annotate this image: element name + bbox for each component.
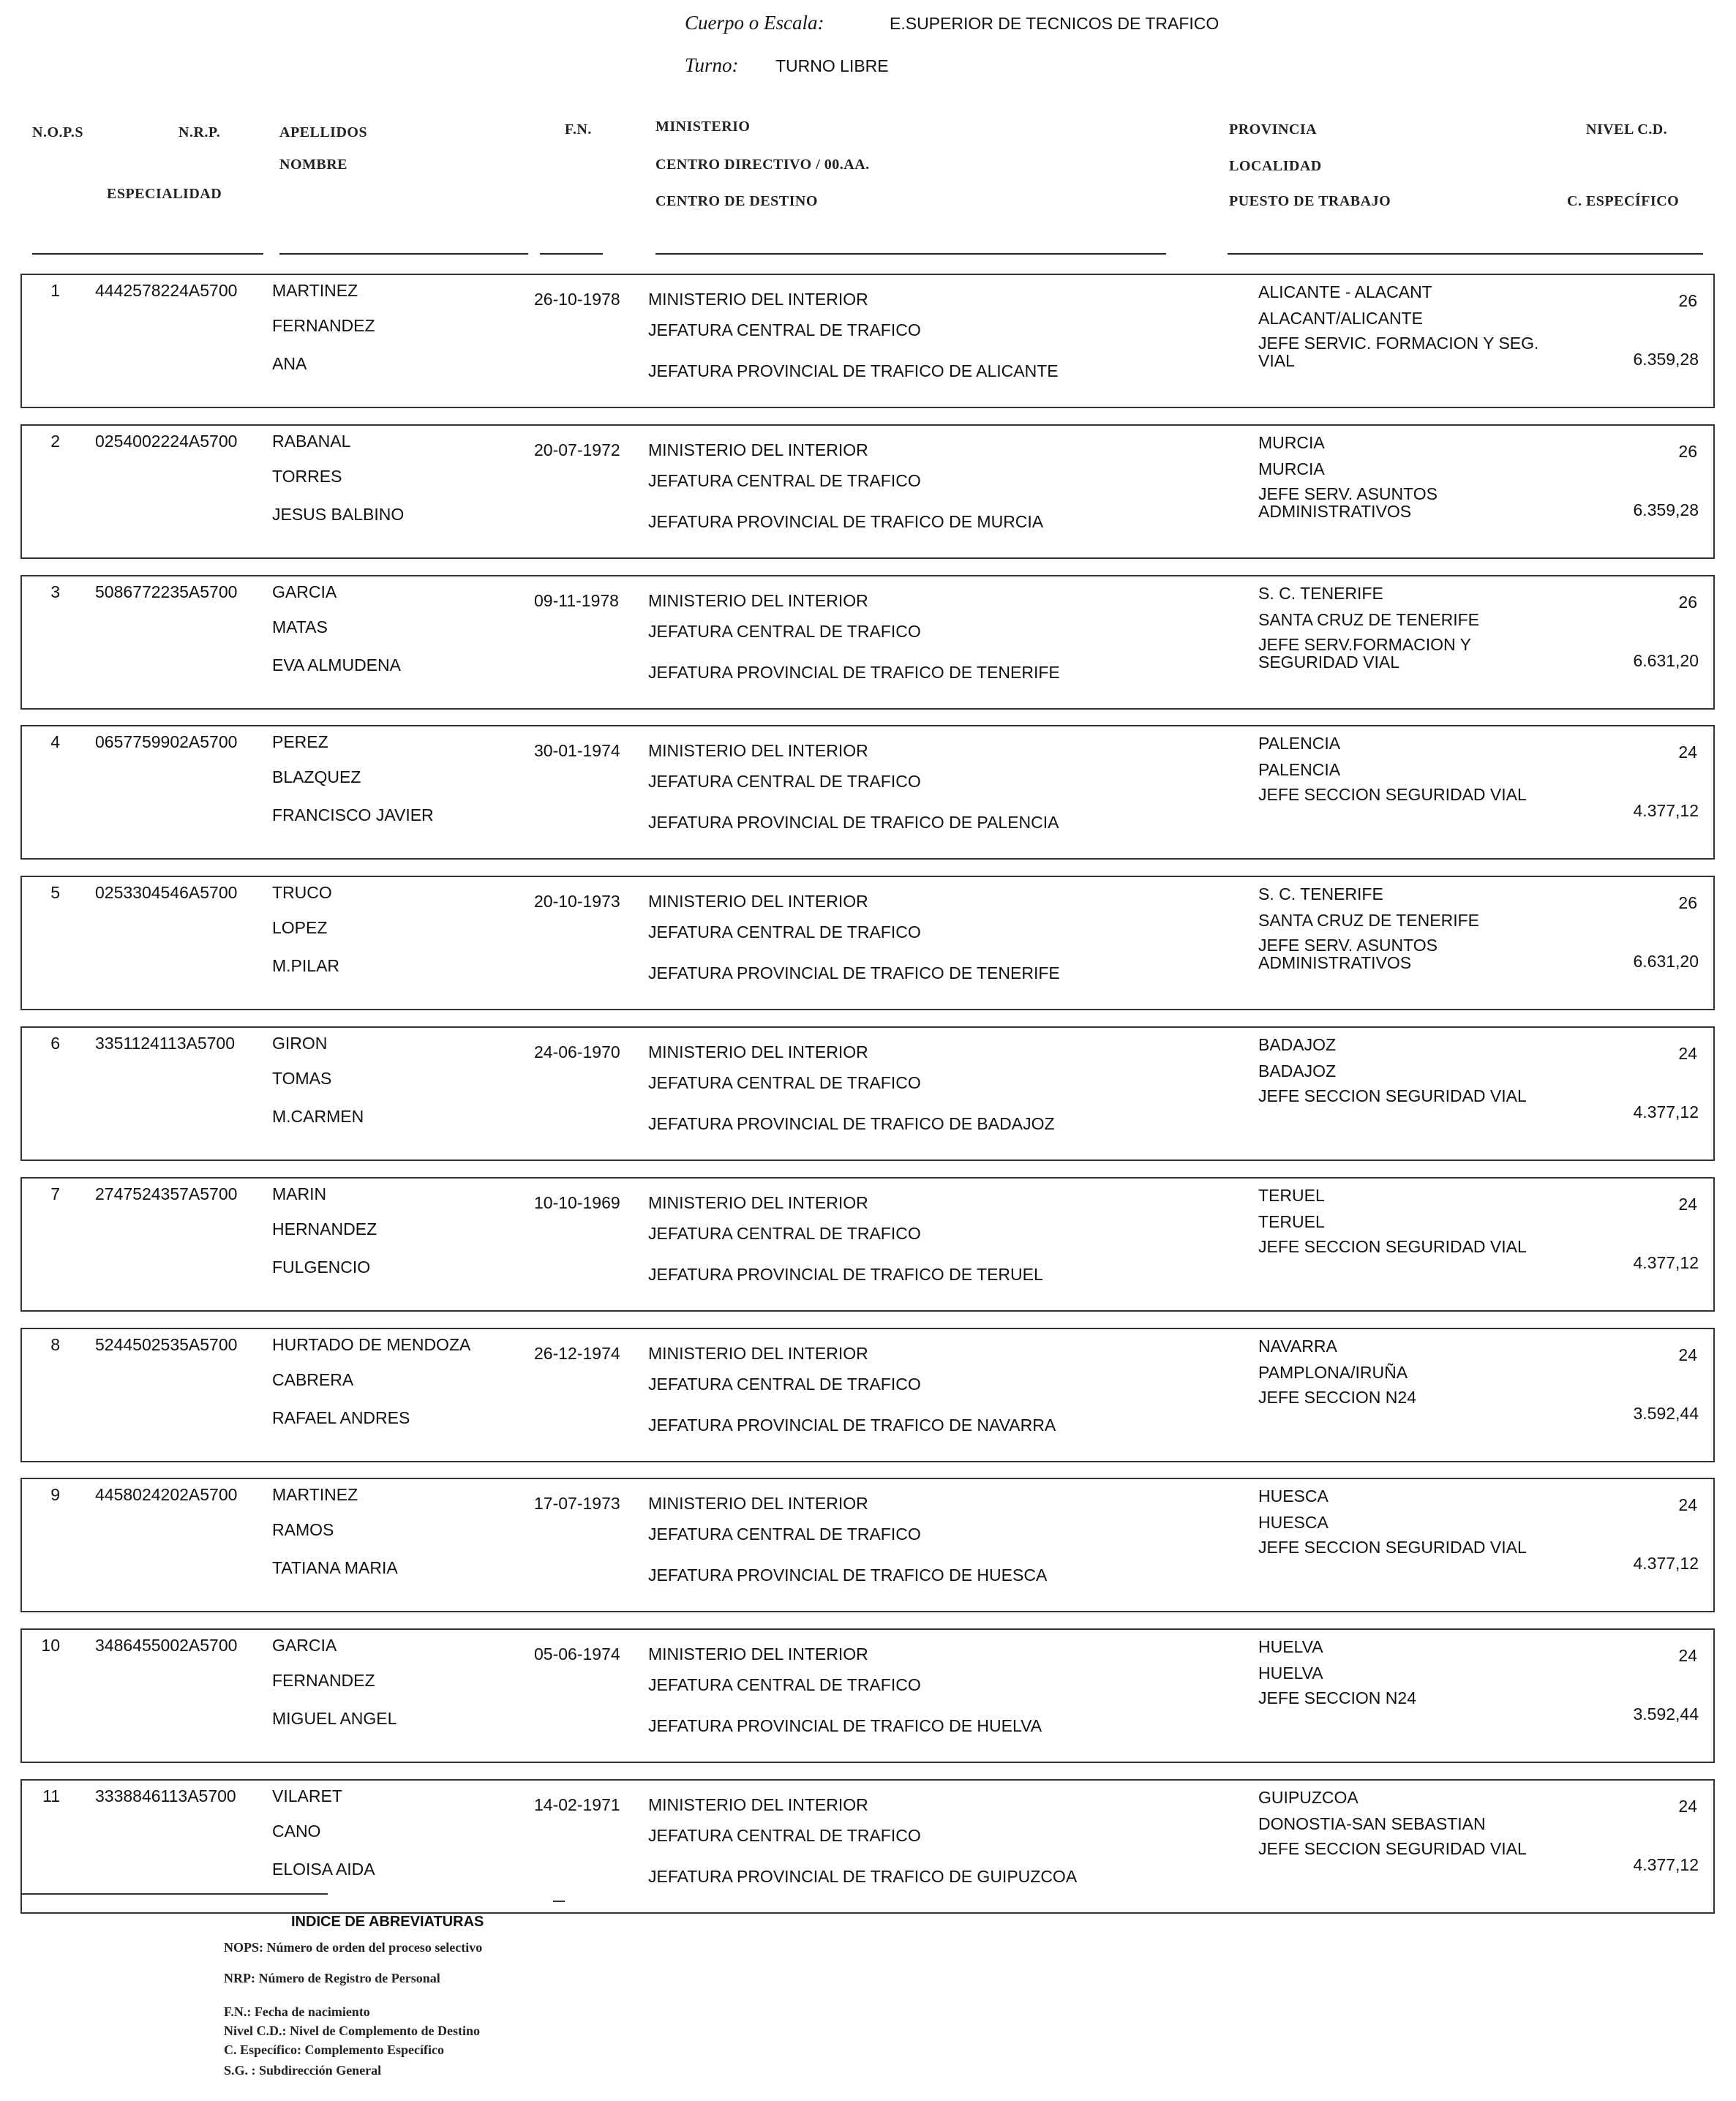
turno-value: TURNO LIBRE bbox=[775, 56, 889, 75]
record-name: ELOISA AIDA bbox=[272, 1860, 375, 1879]
record-especifico: 6.359,28 bbox=[1633, 350, 1699, 369]
record-nrp: 4458024202A5700 bbox=[95, 1485, 238, 1504]
col-fn: F.N. bbox=[565, 121, 592, 138]
record-surname1: MARIN bbox=[272, 1184, 327, 1203]
record-surname2: CABRERA bbox=[272, 1370, 354, 1389]
record-surname2: CANO bbox=[272, 1822, 321, 1841]
col-apellidos: APELLIDOS bbox=[279, 124, 368, 140]
record-especifico: 4.377,12 bbox=[1633, 1253, 1699, 1272]
record-puesto: JEFE SECCION SEGURIDAD VIAL bbox=[1258, 1237, 1527, 1256]
record-ministerio: MINISTERIO DEL INTERIOR bbox=[648, 591, 868, 610]
record-number: 2 bbox=[50, 432, 60, 451]
record-especifico: 6.631,20 bbox=[1633, 952, 1699, 971]
record-ministerio: MINISTERIO DEL INTERIOR bbox=[648, 1795, 868, 1814]
record-centro-destino: JEFATURA PROVINCIAL DE TRAFICO DE BADAJOZ bbox=[648, 1114, 1055, 1133]
record-surname2: FERNANDEZ bbox=[272, 1671, 375, 1690]
record-centro-destino: JEFATURA PROVINCIAL DE TRAFICO DE NAVARRA bbox=[648, 1416, 1056, 1435]
record-puesto: JEFE SECCION SEGURIDAD VIAL bbox=[1258, 1086, 1527, 1105]
record-nivel: 24 bbox=[1678, 1797, 1697, 1816]
record-centro-directivo: JEFATURA CENTRAL DE TRAFICO bbox=[648, 922, 921, 941]
record-surname1: HURTADO DE MENDOZA bbox=[272, 1335, 471, 1354]
header-rule bbox=[1228, 253, 1703, 255]
col-ministerio: MINISTERIO bbox=[655, 119, 751, 135]
record-ministerio: MINISTERIO DEL INTERIOR bbox=[648, 1042, 868, 1061]
record-row bbox=[20, 1328, 1715, 1462]
record-centro-directivo: JEFATURA CENTRAL DE TRAFICO bbox=[648, 1675, 921, 1694]
record-surname1: GARCIA bbox=[272, 1636, 337, 1655]
record-ministerio: MINISTERIO DEL INTERIOR bbox=[648, 1193, 868, 1212]
record-nrp: 3486455002A5700 bbox=[95, 1636, 238, 1655]
record-localidad: SANTA CRUZ DE TENERIFE bbox=[1258, 610, 1480, 629]
record-number: 1 bbox=[50, 281, 60, 300]
record-centro-directivo: JEFATURA CENTRAL DE TRAFICO bbox=[648, 1826, 921, 1845]
record-fn: 10-10-1969 bbox=[534, 1193, 620, 1212]
header-rule bbox=[32, 253, 263, 255]
record-localidad: ALACANT/ALICANTE bbox=[1258, 309, 1423, 328]
record-name: FRANCISCO JAVIER bbox=[272, 805, 434, 824]
col-centro-destino: CENTRO DE DESTINO bbox=[655, 193, 818, 209]
record-centro-destino: JEFATURA PROVINCIAL DE TRAFICO DE PALENCIA bbox=[648, 813, 1059, 832]
record-puesto: JEFE SERV. ASUNTOS bbox=[1258, 484, 1438, 503]
header-rule bbox=[279, 253, 528, 255]
legend-item: NOPS: Número de orden del proceso selectivo bbox=[224, 1940, 483, 1955]
record-localidad: TERUEL bbox=[1258, 1212, 1325, 1231]
record-fn: 26-12-1974 bbox=[534, 1344, 620, 1363]
record-puesto-line2: ADMINISTRATIVOS bbox=[1258, 953, 1412, 972]
record-name: M.PILAR bbox=[272, 956, 340, 975]
record-nrp: 5244502535A5700 bbox=[95, 1335, 238, 1354]
record-provincia: HUESCA bbox=[1258, 1487, 1329, 1506]
legend-item: F.N.: Fecha de nacimiento bbox=[224, 2004, 370, 2019]
record-localidad: PAMPLONA/IRUÑA bbox=[1258, 1363, 1408, 1382]
record-surname2: RAMOS bbox=[272, 1520, 334, 1539]
record-number: 7 bbox=[50, 1184, 60, 1203]
record-nrp: 0254002224A5700 bbox=[95, 432, 238, 451]
record-puesto: JEFE SERV.FORMACION Y bbox=[1258, 635, 1471, 654]
record-centro-directivo: JEFATURA CENTRAL DE TRAFICO bbox=[648, 1224, 921, 1243]
record-localidad: BADAJOZ bbox=[1258, 1061, 1337, 1080]
record-centro-destino: JEFATURA PROVINCIAL DE TRAFICO DE ALICANTE bbox=[648, 361, 1059, 380]
record-ministerio: MINISTERIO DEL INTERIOR bbox=[648, 1344, 868, 1363]
record-ministerio: MINISTERIO DEL INTERIOR bbox=[648, 440, 868, 459]
record-especifico: 3.592,44 bbox=[1633, 1705, 1699, 1724]
record-nivel: 24 bbox=[1678, 743, 1697, 762]
record-localidad: HUESCA bbox=[1258, 1513, 1329, 1532]
record-row bbox=[20, 876, 1715, 1010]
record-row bbox=[20, 725, 1715, 860]
record-name: FULGENCIO bbox=[272, 1258, 371, 1277]
record-fn: 20-10-1973 bbox=[534, 892, 620, 911]
record-fn: 26-10-1978 bbox=[534, 290, 620, 309]
legend-title: INDICE DE ABREVIATURAS bbox=[291, 1914, 484, 1930]
record-localidad: DONOSTIA-SAN SEBASTIAN bbox=[1258, 1814, 1486, 1833]
record-centro-destino: JEFATURA PROVINCIAL DE TRAFICO DE HUELVA bbox=[648, 1716, 1042, 1735]
record-especifico: 6.631,20 bbox=[1633, 651, 1699, 670]
col-puesto: PUESTO DE TRABAJO bbox=[1229, 193, 1391, 209]
record-provincia: NAVARRA bbox=[1258, 1337, 1337, 1356]
header-rule bbox=[540, 253, 603, 255]
record-nivel: 24 bbox=[1678, 1495, 1697, 1514]
record-number: 6 bbox=[50, 1034, 60, 1053]
cuerpo-value: E.SUPERIOR DE TECNICOS DE TRAFICO bbox=[890, 14, 1220, 33]
header-rule bbox=[655, 253, 1166, 255]
col-centro-directivo: CENTRO DIRECTIVO / 00.AA. bbox=[655, 157, 870, 173]
record-number: 5 bbox=[50, 883, 60, 902]
record-especifico: 3.592,44 bbox=[1633, 1404, 1699, 1423]
record-number: 8 bbox=[50, 1335, 60, 1354]
record-ministerio: MINISTERIO DEL INTERIOR bbox=[648, 741, 868, 760]
record-puesto: JEFE SECCION N24 bbox=[1258, 1688, 1416, 1707]
legend-item: S.G. : Subdirección General bbox=[224, 2063, 382, 2078]
cuerpo-label: Cuerpo o Escala: bbox=[685, 12, 824, 34]
legend-item: NRP: Número de Registro de Personal bbox=[224, 1971, 440, 1985]
record-centro-directivo: JEFATURA CENTRAL DE TRAFICO bbox=[648, 622, 921, 641]
record-fn: 05-06-1974 bbox=[534, 1645, 620, 1664]
record-centro-directivo: JEFATURA CENTRAL DE TRAFICO bbox=[648, 471, 921, 490]
record-row bbox=[20, 1628, 1715, 1763]
record-number: 11 bbox=[42, 1786, 60, 1805]
record-nivel: 26 bbox=[1678, 442, 1697, 461]
record-nrp: 3351124113A5700 bbox=[95, 1034, 236, 1053]
col-localidad: LOCALIDAD bbox=[1229, 158, 1322, 174]
record-puesto: JEFE SERV. ASUNTOS bbox=[1258, 936, 1438, 955]
footer-rule bbox=[20, 1893, 328, 1895]
record-nrp: 5086772235A5700 bbox=[95, 582, 238, 601]
record-provincia: S. C. TENERIFE bbox=[1258, 584, 1383, 603]
record-row bbox=[20, 575, 1715, 710]
col-especifico: C. ESPECÍFICO bbox=[1567, 193, 1680, 209]
record-especifico: 4.377,12 bbox=[1633, 1102, 1699, 1121]
record-surname1: GIRON bbox=[272, 1034, 328, 1053]
record-centro-destino: JEFATURA PROVINCIAL DE TRAFICO DE TENERIFE bbox=[648, 963, 1060, 982]
record-especifico: 4.377,12 bbox=[1633, 1554, 1699, 1573]
record-surname2: HERNANDEZ bbox=[272, 1219, 377, 1239]
record-centro-directivo: JEFATURA CENTRAL DE TRAFICO bbox=[648, 1525, 921, 1544]
record-surname2: TORRES bbox=[272, 467, 342, 486]
col-especialidad: ESPECIALIDAD bbox=[107, 186, 222, 202]
record-localidad: HUELVA bbox=[1258, 1664, 1323, 1683]
record-surname2: BLAZQUEZ bbox=[272, 767, 361, 786]
record-surname1: VILARET bbox=[272, 1786, 342, 1805]
record-ministerio: MINISTERIO DEL INTERIOR bbox=[648, 1645, 868, 1664]
record-fn: 17-07-1973 bbox=[534, 1494, 620, 1513]
record-fn: 30-01-1974 bbox=[534, 741, 620, 760]
record-surname1: MARTINEZ bbox=[272, 1485, 358, 1504]
record-provincia: GUIPUZCOA bbox=[1258, 1788, 1359, 1807]
record-puesto: JEFE SECCION SEGURIDAD VIAL bbox=[1258, 785, 1527, 804]
col-nrp: N.R.P. bbox=[179, 124, 221, 140]
record-fn: 14-02-1971 bbox=[534, 1795, 620, 1814]
record-number: 4 bbox=[50, 732, 60, 751]
record-nivel: 24 bbox=[1678, 1646, 1697, 1665]
record-centro-directivo: JEFATURA CENTRAL DE TRAFICO bbox=[648, 772, 921, 791]
record-puesto-line2: SEGURIDAD VIAL bbox=[1258, 653, 1399, 672]
record-nivel: 26 bbox=[1678, 593, 1697, 612]
legend-item: Nivel C.D.: Nivel de Complemento de Destino bbox=[224, 2023, 480, 2038]
record-name: M.CARMEN bbox=[272, 1107, 364, 1126]
record-name: ANA bbox=[272, 354, 307, 373]
record-nrp: 3338846113A5700 bbox=[95, 1786, 236, 1805]
record-provincia: HUELVA bbox=[1258, 1637, 1323, 1656]
record-surname2: LOPEZ bbox=[272, 918, 328, 937]
record-centro-directivo: JEFATURA CENTRAL DE TRAFICO bbox=[648, 320, 921, 339]
record-surname1: MARTINEZ bbox=[272, 281, 358, 300]
record-row bbox=[20, 1177, 1715, 1312]
record-nivel: 26 bbox=[1678, 291, 1697, 310]
record-nrp: 2747524357A5700 bbox=[95, 1184, 238, 1203]
record-row bbox=[20, 1026, 1715, 1161]
record-row bbox=[20, 424, 1715, 559]
record-number: 3 bbox=[50, 582, 60, 601]
record-puesto: JEFE SECCION SEGURIDAD VIAL bbox=[1258, 1538, 1527, 1557]
record-row bbox=[20, 1478, 1715, 1612]
record-ministerio: MINISTERIO DEL INTERIOR bbox=[648, 290, 868, 309]
record-number: 9 bbox=[50, 1485, 60, 1504]
record-name: RAFAEL ANDRES bbox=[272, 1408, 410, 1427]
record-provincia: PALENCIA bbox=[1258, 734, 1341, 753]
legend-item: C. Específico: Complemento Específico bbox=[224, 2042, 444, 2057]
turno-label: Turno: bbox=[685, 54, 739, 76]
col-nivel: NIVEL C.D. bbox=[1586, 121, 1668, 138]
record-fn: 20-07-1972 bbox=[534, 440, 620, 459]
record-nivel: 24 bbox=[1678, 1044, 1697, 1063]
record-provincia: BADAJOZ bbox=[1258, 1035, 1337, 1054]
record-nrp: 4442578224A5700 bbox=[95, 281, 238, 300]
record-puesto-line2: VIAL bbox=[1258, 351, 1295, 370]
record-name: MIGUEL ANGEL bbox=[272, 1709, 397, 1728]
record-surname2: MATAS bbox=[272, 617, 328, 636]
record-name: TATIANA MARIA bbox=[272, 1558, 398, 1577]
col-nombre: NOMBRE bbox=[279, 157, 347, 173]
record-puesto-line2: ADMINISTRATIVOS bbox=[1258, 502, 1412, 521]
record-especifico: 4.377,12 bbox=[1633, 801, 1699, 820]
record-provincia: ALICANTE - ALACANT bbox=[1258, 282, 1432, 301]
record-localidad: SANTA CRUZ DE TENERIFE bbox=[1258, 911, 1480, 930]
record-especifico: 6.359,28 bbox=[1633, 500, 1699, 519]
record-centro-directivo: JEFATURA CENTRAL DE TRAFICO bbox=[648, 1375, 921, 1394]
record-centro-destino: JEFATURA PROVINCIAL DE TRAFICO DE GUIPUZCOA bbox=[648, 1867, 1078, 1886]
footer-rule bbox=[553, 1901, 565, 1902]
record-surname2: FERNANDEZ bbox=[272, 316, 375, 335]
col-provincia: PROVINCIA bbox=[1229, 121, 1318, 138]
col-nops: N.O.P.S bbox=[32, 124, 84, 140]
record-ministerio: MINISTERIO DEL INTERIOR bbox=[648, 1494, 868, 1513]
record-centro-destino: JEFATURA PROVINCIAL DE TRAFICO DE HUESCA bbox=[648, 1566, 1048, 1585]
record-localidad: PALENCIA bbox=[1258, 760, 1341, 779]
record-especifico: 4.377,12 bbox=[1633, 1855, 1699, 1874]
record-ministerio: MINISTERIO DEL INTERIOR bbox=[648, 892, 868, 911]
record-centro-destino: JEFATURA PROVINCIAL DE TRAFICO DE TERUEL bbox=[648, 1265, 1043, 1284]
record-provincia: S. C. TENERIFE bbox=[1258, 884, 1383, 903]
record-surname2: TOMAS bbox=[272, 1069, 332, 1088]
record-fn: 24-06-1970 bbox=[534, 1042, 620, 1061]
record-name: EVA ALMUDENA bbox=[272, 655, 401, 674]
record-localidad: MURCIA bbox=[1258, 459, 1325, 478]
record-nrp: 0657759902A5700 bbox=[95, 732, 238, 751]
record-surname1: PEREZ bbox=[272, 732, 328, 751]
record-nrp: 0253304546A5700 bbox=[95, 883, 238, 902]
record-row bbox=[20, 274, 1715, 408]
record-fn: 09-11-1978 bbox=[534, 591, 619, 610]
record-nivel: 24 bbox=[1678, 1345, 1697, 1364]
record-surname1: GARCIA bbox=[272, 582, 337, 601]
record-centro-destino: JEFATURA PROVINCIAL DE TRAFICO DE TENERIFE bbox=[648, 663, 1060, 682]
record-surname1: RABANAL bbox=[272, 432, 351, 451]
record-nivel: 24 bbox=[1678, 1195, 1697, 1214]
record-nivel: 26 bbox=[1678, 893, 1697, 912]
record-centro-destino: JEFATURA PROVINCIAL DE TRAFICO DE MURCIA bbox=[648, 512, 1044, 531]
record-provincia: MURCIA bbox=[1258, 433, 1325, 452]
record-puesto: JEFE SECCION N24 bbox=[1258, 1388, 1416, 1407]
record-puesto: JEFE SECCION SEGURIDAD VIAL bbox=[1258, 1839, 1527, 1858]
record-provincia: TERUEL bbox=[1258, 1186, 1325, 1205]
record-centro-directivo: JEFATURA CENTRAL DE TRAFICO bbox=[648, 1073, 921, 1092]
record-name: JESUS BALBINO bbox=[272, 505, 405, 524]
record-number: 10 bbox=[41, 1636, 60, 1655]
record-surname1: TRUCO bbox=[272, 883, 332, 902]
record-puesto: JEFE SERVIC. FORMACION Y SEG. bbox=[1258, 334, 1539, 353]
